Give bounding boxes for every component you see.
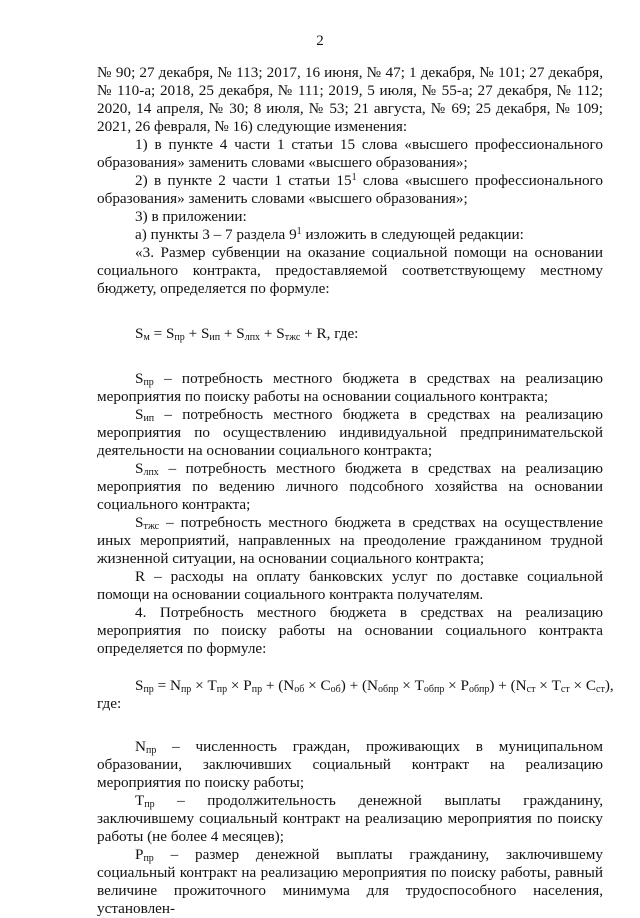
spacer (97, 713, 603, 738)
definition-s-lph: $S_{лпх}$ – потребность местного бюджета в средствах на реализацию мероприятия по ведению личного подсобного хозяйства на основании социального контракта; (97, 460, 603, 513)
paragraph-4: 4. Потребность местного бюджета в средствах на реализацию мероприятия по поиску работы на основании социального контракта определяется по формуле: (97, 604, 603, 657)
formula-job-search: $S_{пр} = N_{пр} \times T_{пр} \times P_{пр} + (N_{об} \times C_{об}) + (N_{обпр} \times T_{обпр} \times P_{обпр}) + (N_{ст} \times T_{ст} \times C_{ст})$, (135, 677, 614, 695)
amendment-item-2: 2) в пункте 2 части 1 статьи $15^1$ слова «высшего профессионального образования» заменить словами «высшего образования»; (97, 172, 603, 207)
amendment-item-3: 3) в приложении: (135, 208, 247, 225)
definition-s-pr: $S_{пр}$ – потребность местного бюджета в средствах на реализацию мероприятия по поиску работы на основании социального контракта; (97, 370, 603, 405)
amendment-item-3a: а) пункты 3 – 7 раздела $9^1$ изложить в следующей редакции: (135, 226, 524, 243)
formula-where-label: где: (97, 695, 122, 712)
definition-r: R – расходы на оплату банковских услуг по доставке социальной помощи на основании социального контракта получателям. (97, 568, 603, 603)
amendment-item-1: 1) в пункте 4 части 1 статьи 15 слова «высшего профессионального образования» заменить словами «высшего образования»; (97, 136, 603, 171)
definition-p-pr: $P_{пр}$ – размер денежной выплаты гражданину, заключившему социальный контракт на реализацию мероприятия по поиску работы, равный величине прожиточного минимума для трудоспособного населения, установлен- (97, 846, 603, 917)
paragraph-3: «3. Размер субвенции на оказание социальной помощи на основании социального контракта, предоставляемой соответствующему местному бюджету, определяется по формуле: (97, 244, 603, 297)
intro-paragraph: № 90; 27 декабря, № 113; 2017, 16 июня, № 47; 1 декабря, № 101; 27 декабря, № 110-а; 2018, 25 декабря, № 111; 2019, 5 июля, № 55-а; 27 декабря, № 112; 2020, 14 апреля, № 30; 8 июля, № 53; 21 августа, № 69; 25 декабря, № 109; 2021, 26 февраля, № 16) следующие изменения: (97, 64, 603, 135)
page-number: 2 (316, 33, 324, 49)
definition-t-pr: $T_{пр}$ – продолжительность денежной выплаты гражданину, заключившему социальный контракт на реализацию мероприятия по поиску работы (не более 4 месяцев); (97, 792, 604, 845)
definition-n-pr: $N_{пр}$ – численность граждан, проживающих в муниципальном образовании, заключивших социальный контракт на реализацию мероприятия по поиску работы; (97, 738, 604, 791)
document-body (97, 64, 614, 918)
definition-s-ip: $S_{ип}$ – потребность местного бюджета в средствах на реализацию мероприятия по осуществлению индивидуальной предпринимательской деятельности на основании социального контракта; (97, 406, 604, 459)
formula-subvention: $S_м = S_{пр} + S_{ип} + S_{лпх} + S_{тжс} + R$, где: (135, 325, 359, 343)
definition-s-tzhs: $S_{тжс}$ – потребность местного бюджета в средствах на осуществление иных мероприятий, направленных на преодоление гражданином трудной жизненной ситуации, на основании социального контракта; (97, 514, 604, 567)
